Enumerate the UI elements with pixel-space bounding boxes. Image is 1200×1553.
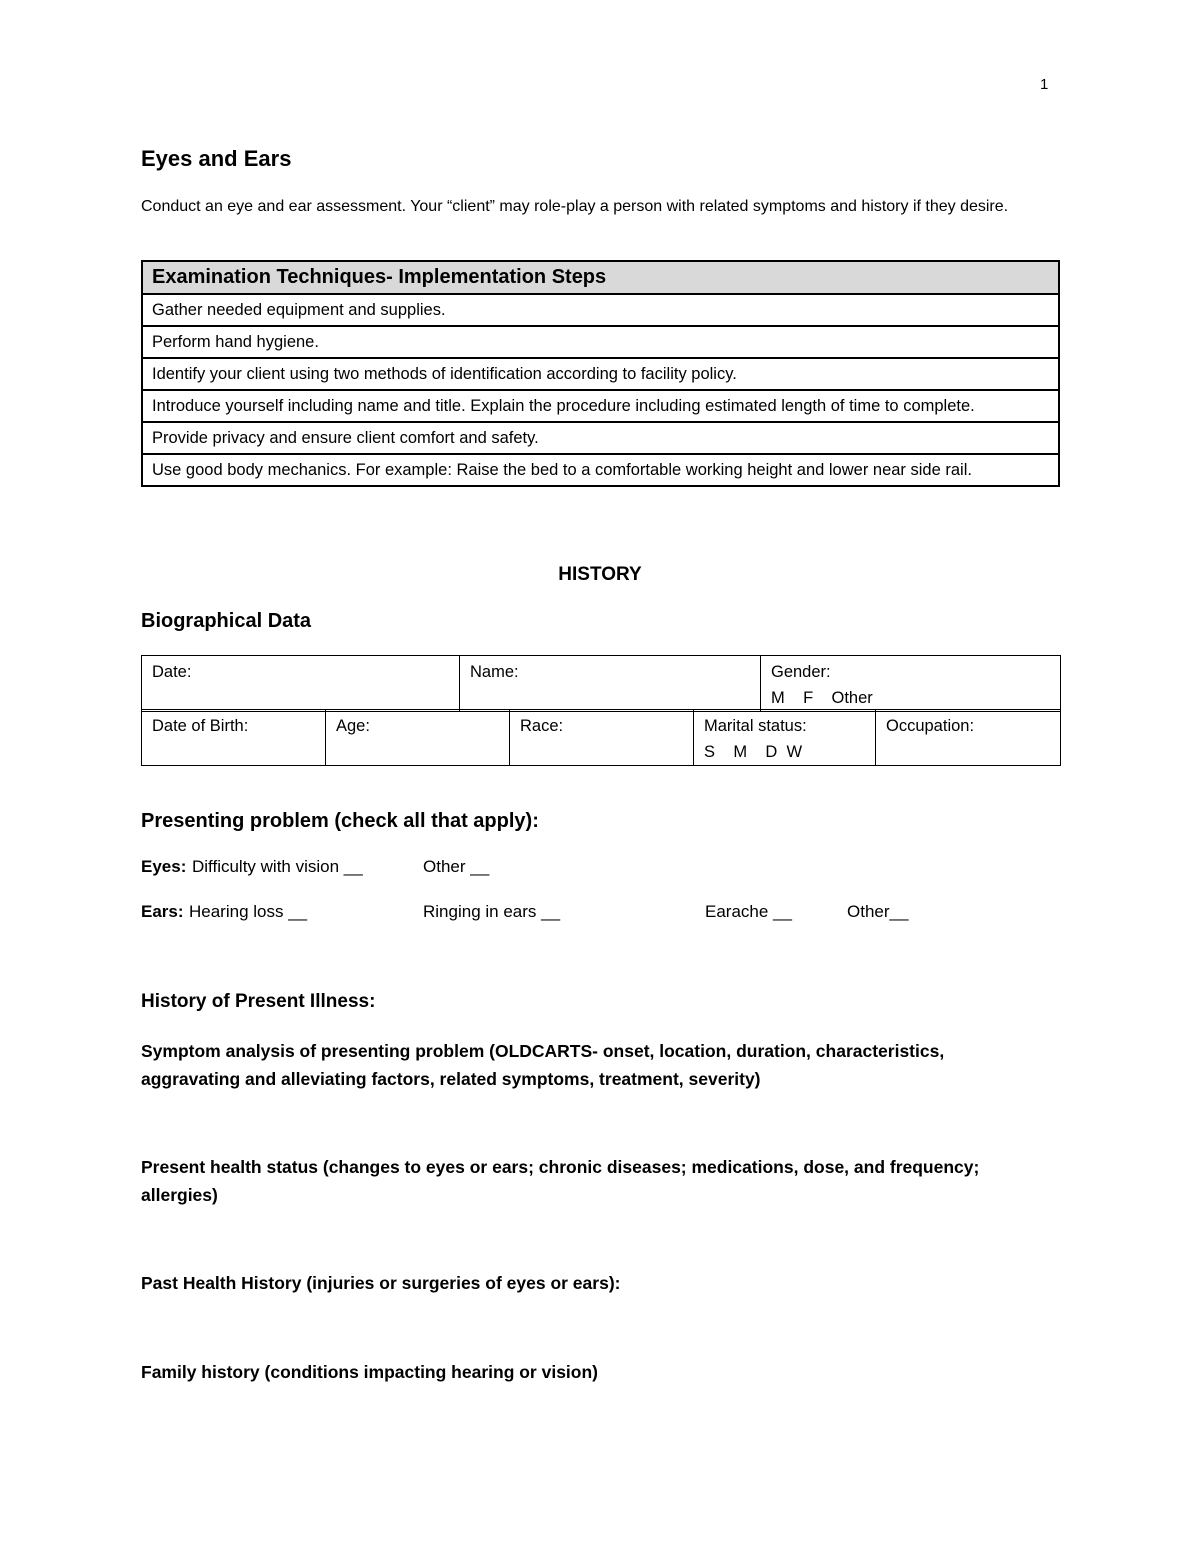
- family-history-prompt: Family history (conditions impacting hearing or vision): [141, 1362, 598, 1382]
- presenting-problem-heading: Presenting problem (check all that apply):: [141, 810, 539, 832]
- page-title: Eyes and Ears: [141, 146, 292, 171]
- date-field[interactable]: [142, 656, 460, 712]
- eyes-other-option[interactable]: Other __: [423, 857, 490, 876]
- present-health-prompt: Present health status (changes to eyes or ears; chronic diseases; medications, dose, and frequency; allergies): [141, 1157, 980, 1205]
- biographical-data-row-1: [141, 655, 1061, 712]
- table-header: Examination Techniques- Implementation Steps: [142, 261, 1059, 294]
- hpi-heading: History of Present Illness:: [141, 991, 376, 1012]
- name-label: Name:: [470, 663, 519, 681]
- implementation-steps-table: [141, 260, 1060, 487]
- biographical-data-heading: Biographical Data: [141, 610, 312, 632]
- table-row: [142, 326, 1059, 358]
- ears-label: Ears:: [141, 902, 184, 921]
- dob-field[interactable]: [142, 710, 326, 766]
- name-field[interactable]: [460, 656, 761, 712]
- gender-field[interactable]: [761, 656, 1061, 712]
- step-cell: Gather needed equipment and supplies.: [142, 294, 1059, 326]
- table-header-row: [142, 261, 1059, 294]
- table-row: [142, 390, 1059, 422]
- table-row: [142, 358, 1059, 390]
- ears-earache-option[interactable]: Earache __: [705, 902, 792, 921]
- step-cell: Introduce yourself including name and title. Explain the procedure including estimated length of time to complete.: [142, 390, 1059, 422]
- occupation-field[interactable]: [876, 710, 1061, 766]
- step-cell: Perform hand hygiene.: [142, 326, 1059, 358]
- history-heading: HISTORY: [558, 564, 642, 585]
- table-row: [142, 454, 1059, 486]
- race-field[interactable]: [510, 710, 694, 766]
- step-cell: Provide privacy and ensure client comfort and safety.: [142, 422, 1059, 454]
- step-cell: Identify your client using two methods of identification according to facility policy.: [142, 358, 1059, 390]
- dob-label: Date of Birth:: [152, 717, 249, 735]
- table-row: [142, 422, 1059, 454]
- age-label: Age:: [336, 717, 370, 735]
- occupation-label: Occupation:: [886, 717, 975, 735]
- step-cell: Use good body mechanics. For example: Raise the bed to a comfortable working height and lower near side rail.: [142, 454, 1059, 486]
- biographical-data-row-2: [141, 709, 1061, 766]
- eyes-vision-option[interactable]: Difficulty with vision __: [192, 857, 363, 876]
- symptom-analysis-prompt: Symptom analysis of presenting problem (OLDCARTS- onset, location, duration, characteristics, aggravating and alleviating factors, related symptoms, treatment, severity): [141, 1041, 945, 1089]
- gender-label: Gender:: [771, 663, 831, 681]
- gender-options[interactable]: M F Other: [771, 689, 873, 707]
- ears-ringing-option[interactable]: Ringing in ears __: [423, 902, 561, 921]
- marital-status-label: Marital status:: [704, 717, 807, 735]
- ears-hearing-option[interactable]: Hearing loss __: [189, 902, 308, 921]
- intro-text: Conduct an eye and ear assessment. Your “client” may role-play a person with related symptoms and history if they desire.: [141, 198, 1009, 215]
- race-label: Race:: [520, 717, 564, 735]
- marital-status-field[interactable]: [694, 710, 876, 766]
- age-field[interactable]: [326, 710, 510, 766]
- page-number: 1: [1040, 76, 1049, 93]
- past-health-prompt: Past Health History (injuries or surgeries of eyes or ears):: [141, 1273, 621, 1293]
- marital-status-options[interactable]: S M D W: [704, 743, 803, 761]
- ears-other-option[interactable]: Other__: [847, 902, 909, 921]
- table-row: [142, 294, 1059, 326]
- date-label: Date:: [152, 663, 192, 681]
- eyes-label: Eyes:: [141, 857, 187, 876]
